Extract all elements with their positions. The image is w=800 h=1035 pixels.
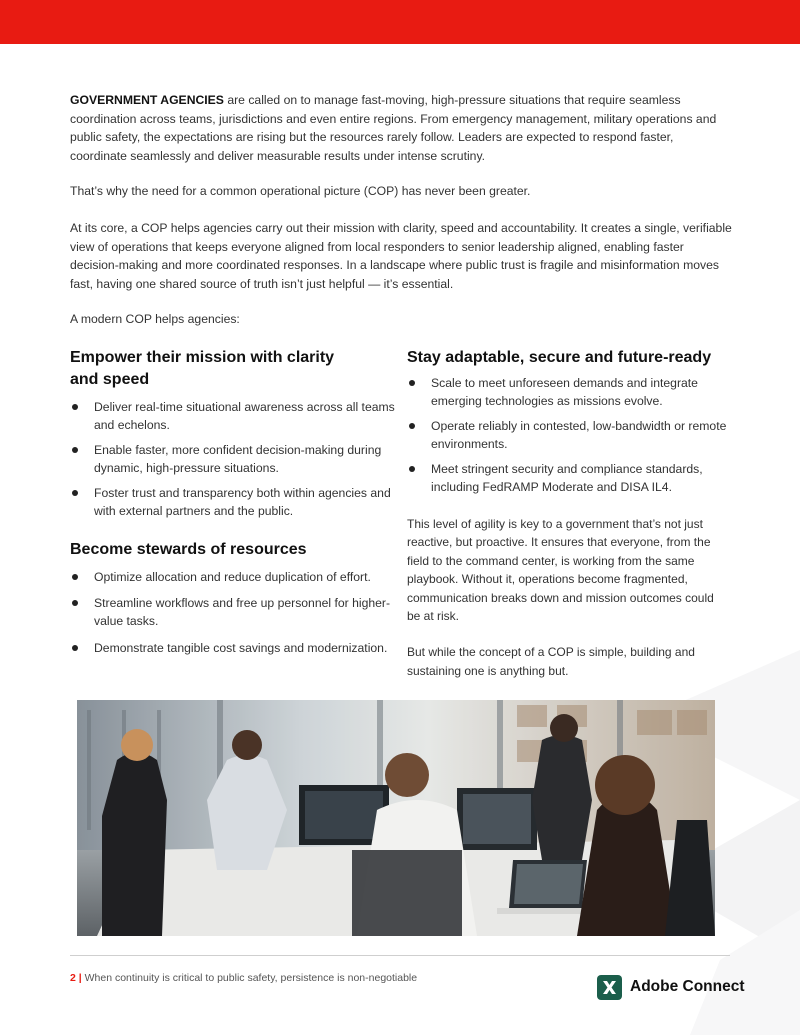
intro-paragraph: [70, 91, 732, 165]
section-heading-stewards: Become stewards of resources: [70, 541, 307, 558]
list-item: Enable faster, more confident decision-making during dynamic, high-pressure situations.: [70, 441, 395, 477]
left-column: [70, 347, 395, 657]
intro-body: are called on to manage fast-moving, high-pressure situations that require seamless coordination across teams, jurisdictions and even entire regions. From emergency management, military operations and public safety, the expectations are rising but the resources rarely follow. Leaders are expected to respond faster, coordinate seamlessly and deliver measurable results under intense scrutiny.: [70, 93, 717, 163]
cop-simple-paragraph: But while the concept of a COP is simple, building and sustaining one is anything but.: [407, 645, 695, 678]
right-column: [407, 347, 727, 680]
page-number: 2: [70, 972, 76, 984]
top-red-band: [0, 0, 800, 44]
list-item: Deliver real-time situational awareness across all teams and echelons.: [70, 398, 395, 434]
list-item: Operate reliably in contested, low-bandwidth or remote environments.: [407, 417, 727, 453]
brand-name: Adobe Connect: [630, 978, 745, 995]
cop-core-paragraph: At its core, a COP helps agencies carry out their mission with clarity, speed and accountability. It creates a single, verifiable view of operations that keeps everyone aligned from local responders to senior leadership aligned, enabling faster decision-making and more coordinated responses. In a landscape where public trust is fragile and misinformation moves fast, having one shared source of truth isn’t just helpful — it’s essential.: [70, 221, 732, 291]
footer-tagline: When continuity is critical to public safety, persistence is non-negotiable: [84, 972, 418, 984]
footer-caption: [70, 972, 417, 984]
list-item: Optimize allocation and reduce duplication of effort.: [70, 568, 395, 586]
list-item: Demonstrate tangible cost savings and modernization.: [70, 639, 395, 657]
cop-helps-lead: A modern COP helps agencies:: [70, 312, 240, 326]
footer-divider: [70, 955, 730, 956]
brand-logo: [597, 974, 745, 1000]
list-item: Scale to meet unforeseen demands and integrate emerging technologies as missions evolve.: [407, 374, 727, 410]
agility-paragraph: This level of agility is key to a government that’s not just reactive, but proactive. It ensures that everyone, from the field to the command center, is working from the same playbook. Without it, operations become fragmented, communication breaks down and mission outcomes could be at risk.: [407, 517, 714, 624]
section-heading-adaptable: Stay adaptable, secure and future-ready: [407, 349, 712, 366]
footer-separator: |: [75, 972, 85, 984]
cop-need-paragraph: That’s why the need for a common operational picture (COP) has never been greater.: [70, 184, 531, 198]
team-workspace-photo: [77, 700, 715, 936]
list-item: Streamline workflows and free up personnel for higher-value tasks.: [70, 594, 395, 630]
adobe-connect-logo-icon: [597, 975, 622, 1000]
list-item: Meet stringent security and compliance standards, including FedRAMP Moderate and DISA IL4.: [407, 460, 727, 496]
list-item: Foster trust and transparency both within agencies and with external partners and the public.: [70, 484, 395, 520]
intro-lead: GOVERNMENT AGENCIES: [70, 93, 224, 107]
empower-list: [70, 398, 395, 520]
section-heading-empower: Empower their mission with clarity and speed: [70, 349, 335, 388]
stewards-list: [70, 568, 395, 657]
adaptable-list: [407, 374, 727, 496]
